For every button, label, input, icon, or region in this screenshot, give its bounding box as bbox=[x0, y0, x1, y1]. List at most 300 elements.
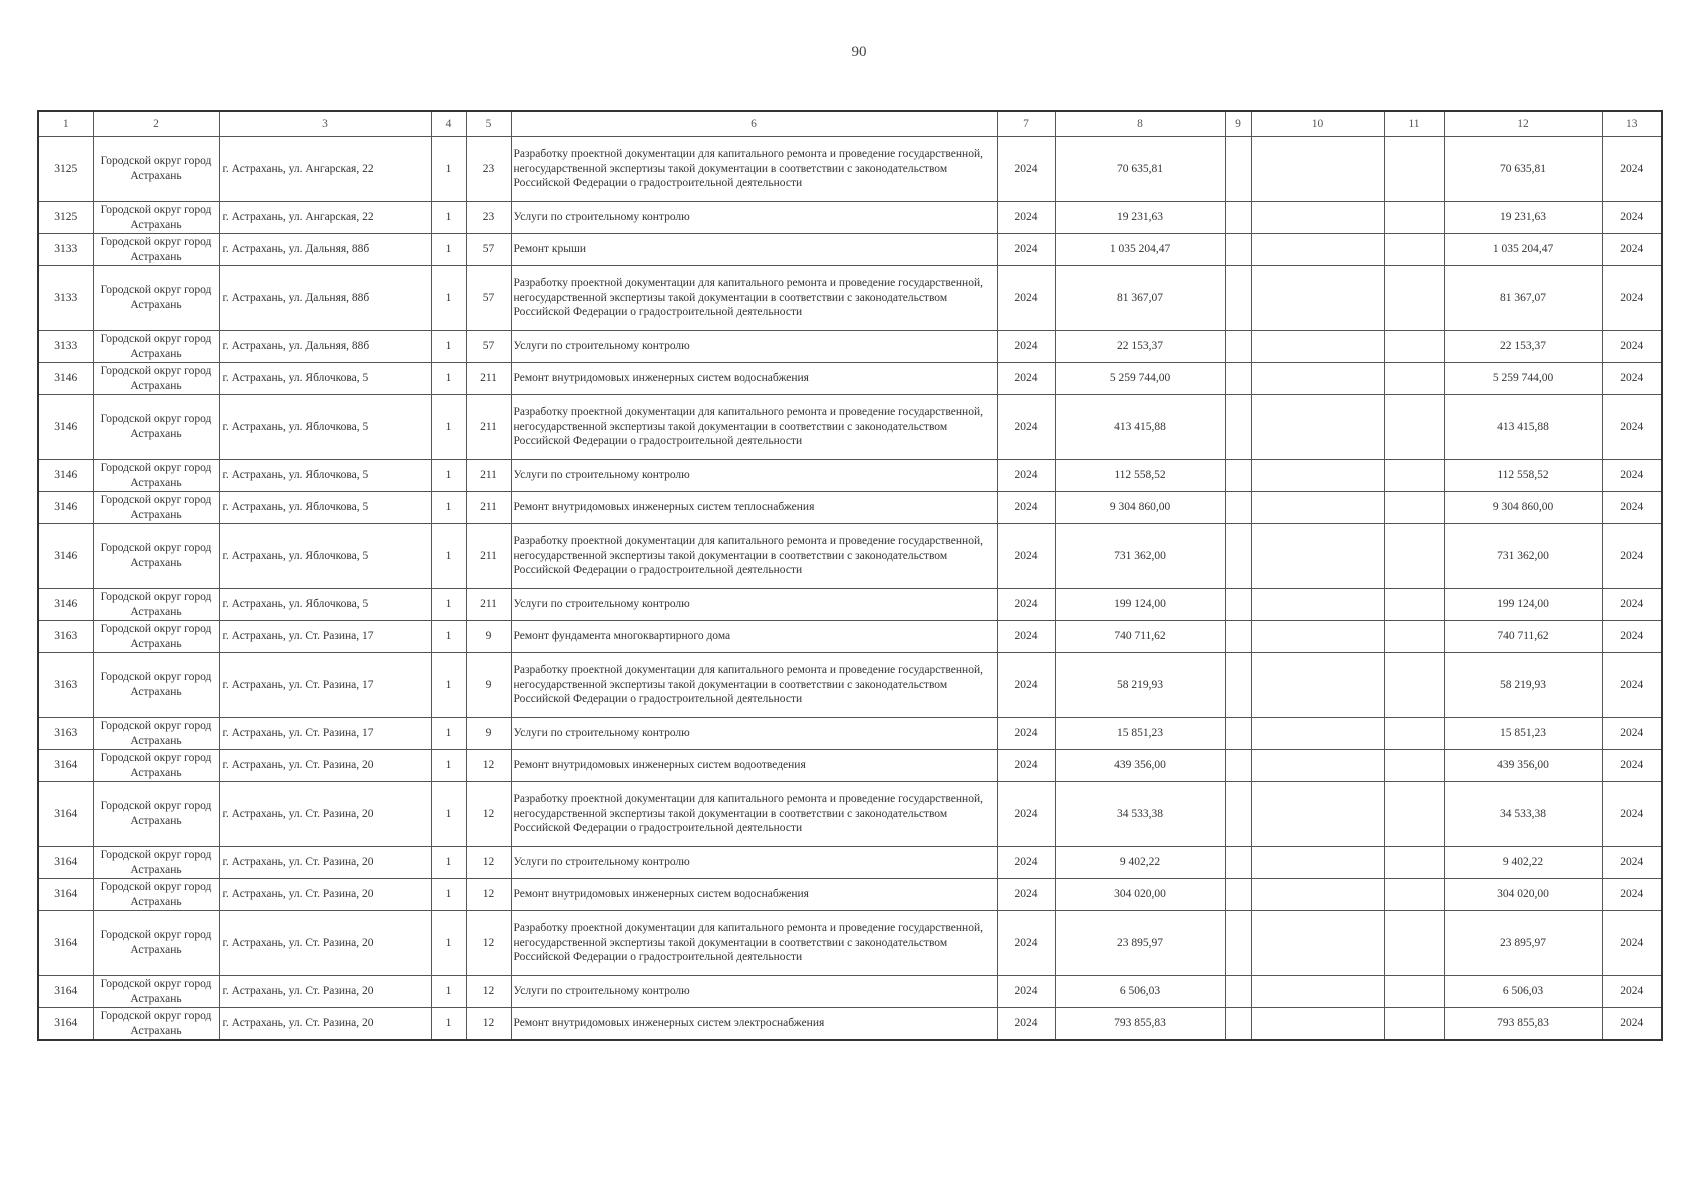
year-cell: 2024 bbox=[997, 266, 1055, 331]
table-row bbox=[38, 621, 1662, 653]
col-9-cell bbox=[1225, 589, 1251, 621]
municipality-cell: Городской округ город Астрахань bbox=[93, 976, 219, 1008]
col-5-cell: 211 bbox=[466, 589, 511, 621]
col-11-cell bbox=[1384, 976, 1444, 1008]
municipality-cell: Городской округ город Астрахань bbox=[93, 363, 219, 395]
end-year-cell: 2024 bbox=[1602, 653, 1662, 718]
work-type-cell: Ремонт внутридомовых инженерных систем водоотведения bbox=[511, 750, 997, 782]
col-10-cell bbox=[1251, 395, 1384, 460]
end-year-cell: 2024 bbox=[1602, 363, 1662, 395]
col-11-cell bbox=[1384, 460, 1444, 492]
end-year-cell: 2024 bbox=[1602, 847, 1662, 879]
municipality-cell: Городской округ город Астрахань bbox=[93, 524, 219, 589]
address-cell: г. Астрахань, ул. Ст. Разина, 20 bbox=[219, 750, 431, 782]
address-cell: г. Астрахань, ул. Ст. Разина, 20 bbox=[219, 976, 431, 1008]
work-type-cell: Ремонт внутридомовых инженерных систем электроснабжения bbox=[511, 1008, 997, 1041]
col-5-cell: 9 bbox=[466, 653, 511, 718]
amount-cell: 731 362,00 bbox=[1055, 524, 1225, 589]
house-id-cell: 3164 bbox=[38, 1008, 93, 1041]
work-type-cell: Разработку проектной документации для капитального ремонта и проведение государственной, негосударственной экспертизы такой документации в соответствии с законодательством Российской Федерации о градостроительной деятельности bbox=[511, 911, 997, 976]
table-row bbox=[38, 847, 1662, 879]
col-9-cell bbox=[1225, 234, 1251, 266]
header-cell: 10 bbox=[1251, 111, 1384, 137]
municipality-cell: Городской округ город Астрахань bbox=[93, 202, 219, 234]
house-id-cell: 3146 bbox=[38, 589, 93, 621]
col-11-cell bbox=[1384, 202, 1444, 234]
amount-cell: 199 124,00 bbox=[1055, 589, 1225, 621]
col-4-cell: 1 bbox=[431, 234, 466, 266]
year-cell: 2024 bbox=[997, 492, 1055, 524]
municipality-cell: Городской округ город Астрахань bbox=[93, 460, 219, 492]
total-cell: 304 020,00 bbox=[1444, 879, 1602, 911]
col-11-cell bbox=[1384, 1008, 1444, 1041]
end-year-cell: 2024 bbox=[1602, 202, 1662, 234]
end-year-cell: 2024 bbox=[1602, 492, 1662, 524]
col-9-cell bbox=[1225, 1008, 1251, 1041]
col-9-cell bbox=[1225, 718, 1251, 750]
total-cell: 731 362,00 bbox=[1444, 524, 1602, 589]
table-row bbox=[38, 331, 1662, 363]
col-9-cell bbox=[1225, 266, 1251, 331]
col-10-cell bbox=[1251, 750, 1384, 782]
header-cell: 6 bbox=[511, 111, 997, 137]
total-cell: 34 533,38 bbox=[1444, 782, 1602, 847]
header-cell: 7 bbox=[997, 111, 1055, 137]
table-row bbox=[38, 782, 1662, 847]
municipality-cell: Городской округ город Астрахань bbox=[93, 395, 219, 460]
work-type-cell: Разработку проектной документации для капитального ремонта и проведение государственной, негосударственной экспертизы такой документации в соответствии с законодательством Российской Федерации о градостроительной деятельности bbox=[511, 137, 997, 202]
col-10-cell bbox=[1251, 137, 1384, 202]
table-row bbox=[38, 911, 1662, 976]
col-4-cell: 1 bbox=[431, 137, 466, 202]
house-id-cell: 3164 bbox=[38, 847, 93, 879]
col-11-cell bbox=[1384, 718, 1444, 750]
col-11-cell bbox=[1384, 847, 1444, 879]
col-4-cell: 1 bbox=[431, 750, 466, 782]
work-type-cell: Разработку проектной документации для капитального ремонта и проведение государственной, негосударственной экспертизы такой документации в соответствии с законодательством Российской Федерации о градостроительной деятельности bbox=[511, 782, 997, 847]
house-id-cell: 3146 bbox=[38, 524, 93, 589]
address-cell: г. Астрахань, ул. Ст. Разина, 20 bbox=[219, 782, 431, 847]
amount-cell: 413 415,88 bbox=[1055, 395, 1225, 460]
col-10-cell bbox=[1251, 234, 1384, 266]
col-9-cell bbox=[1225, 363, 1251, 395]
house-id-cell: 3163 bbox=[38, 653, 93, 718]
end-year-cell: 2024 bbox=[1602, 589, 1662, 621]
col-10-cell bbox=[1251, 363, 1384, 395]
col-5-cell: 211 bbox=[466, 395, 511, 460]
address-cell: г. Астрахань, ул. Дальняя, 88б bbox=[219, 234, 431, 266]
year-cell: 2024 bbox=[997, 363, 1055, 395]
table-row bbox=[38, 395, 1662, 460]
col-10-cell bbox=[1251, 653, 1384, 718]
header-cell: 4 bbox=[431, 111, 466, 137]
house-id-cell: 3125 bbox=[38, 202, 93, 234]
col-4-cell: 1 bbox=[431, 911, 466, 976]
col-4-cell: 1 bbox=[431, 524, 466, 589]
col-5-cell: 12 bbox=[466, 879, 511, 911]
col-9-cell bbox=[1225, 621, 1251, 653]
end-year-cell: 2024 bbox=[1602, 621, 1662, 653]
work-type-cell: Ремонт внутридомовых инженерных систем теплоснабжения bbox=[511, 492, 997, 524]
col-10-cell bbox=[1251, 202, 1384, 234]
col-9-cell bbox=[1225, 137, 1251, 202]
municipality-cell: Городской округ город Астрахань bbox=[93, 266, 219, 331]
col-11-cell bbox=[1384, 234, 1444, 266]
col-10-cell bbox=[1251, 718, 1384, 750]
col-4-cell: 1 bbox=[431, 621, 466, 653]
year-cell: 2024 bbox=[997, 589, 1055, 621]
amount-cell: 6 506,03 bbox=[1055, 976, 1225, 1008]
amount-cell: 15 851,23 bbox=[1055, 718, 1225, 750]
col-4-cell: 1 bbox=[431, 266, 466, 331]
address-cell: г. Астрахань, ул. Ст. Разина, 20 bbox=[219, 911, 431, 976]
work-type-cell: Услуги по строительному контролю bbox=[511, 589, 997, 621]
municipality-cell: Городской округ город Астрахань bbox=[93, 847, 219, 879]
col-4-cell: 1 bbox=[431, 331, 466, 363]
year-cell: 2024 bbox=[997, 524, 1055, 589]
table-row bbox=[38, 879, 1662, 911]
col-11-cell bbox=[1384, 266, 1444, 331]
amount-cell: 19 231,63 bbox=[1055, 202, 1225, 234]
col-4-cell: 1 bbox=[431, 460, 466, 492]
amount-cell: 81 367,07 bbox=[1055, 266, 1225, 331]
col-9-cell bbox=[1225, 911, 1251, 976]
header-cell: 8 bbox=[1055, 111, 1225, 137]
amount-cell: 112 558,52 bbox=[1055, 460, 1225, 492]
col-9-cell bbox=[1225, 395, 1251, 460]
col-11-cell bbox=[1384, 750, 1444, 782]
col-4-cell: 1 bbox=[431, 589, 466, 621]
work-type-cell: Разработку проектной документации для капитального ремонта и проведение государственной, негосударственной экспертизы такой документации в соответствии с законодательством Российской Федерации о градостроительной деятельности bbox=[511, 266, 997, 331]
end-year-cell: 2024 bbox=[1602, 976, 1662, 1008]
col-11-cell bbox=[1384, 363, 1444, 395]
col-5-cell: 57 bbox=[466, 331, 511, 363]
work-type-cell: Услуги по строительному контролю bbox=[511, 718, 997, 750]
col-4-cell: 1 bbox=[431, 395, 466, 460]
municipality-cell: Городской округ город Астрахань bbox=[93, 589, 219, 621]
year-cell: 2024 bbox=[997, 879, 1055, 911]
column-number-header-row bbox=[38, 111, 1662, 137]
col-9-cell bbox=[1225, 976, 1251, 1008]
col-4-cell: 1 bbox=[431, 847, 466, 879]
col-10-cell bbox=[1251, 976, 1384, 1008]
amount-cell: 439 356,00 bbox=[1055, 750, 1225, 782]
col-5-cell: 12 bbox=[466, 847, 511, 879]
col-9-cell bbox=[1225, 750, 1251, 782]
total-cell: 9 402,22 bbox=[1444, 847, 1602, 879]
end-year-cell: 2024 bbox=[1602, 911, 1662, 976]
table-row bbox=[38, 1008, 1662, 1041]
address-cell: г. Астрахань, ул. Яблочкова, 5 bbox=[219, 589, 431, 621]
house-id-cell: 3163 bbox=[38, 621, 93, 653]
col-4-cell: 1 bbox=[431, 1008, 466, 1041]
end-year-cell: 2024 bbox=[1602, 395, 1662, 460]
col-10-cell bbox=[1251, 911, 1384, 976]
address-cell: г. Астрахань, ул. Яблочкова, 5 bbox=[219, 363, 431, 395]
municipality-cell: Городской округ город Астрахань bbox=[93, 492, 219, 524]
house-id-cell: 3164 bbox=[38, 911, 93, 976]
address-cell: г. Астрахань, ул. Дальняя, 88б bbox=[219, 331, 431, 363]
year-cell: 2024 bbox=[997, 202, 1055, 234]
work-type-cell: Разработку проектной документации для капитального ремонта и проведение государственной, негосударственной экспертизы такой документации в соответствии с законодательством Российской Федерации о градостроительной деятельности bbox=[511, 524, 997, 589]
col-11-cell bbox=[1384, 331, 1444, 363]
total-cell: 740 711,62 bbox=[1444, 621, 1602, 653]
col-9-cell bbox=[1225, 879, 1251, 911]
col-5-cell: 211 bbox=[466, 492, 511, 524]
col-10-cell bbox=[1251, 331, 1384, 363]
address-cell: г. Астрахань, ул. Ст. Разина, 17 bbox=[219, 653, 431, 718]
municipality-cell: Городской округ город Астрахань bbox=[93, 718, 219, 750]
amount-cell: 9 402,22 bbox=[1055, 847, 1225, 879]
year-cell: 2024 bbox=[997, 137, 1055, 202]
header-cell: 9 bbox=[1225, 111, 1251, 137]
municipality-cell: Городской округ город Астрахань bbox=[93, 653, 219, 718]
col-11-cell bbox=[1384, 911, 1444, 976]
year-cell: 2024 bbox=[997, 621, 1055, 653]
amount-cell: 304 020,00 bbox=[1055, 879, 1225, 911]
year-cell: 2024 bbox=[997, 653, 1055, 718]
header-cell: 5 bbox=[466, 111, 511, 137]
house-id-cell: 3146 bbox=[38, 492, 93, 524]
amount-cell: 740 711,62 bbox=[1055, 621, 1225, 653]
col-5-cell: 211 bbox=[466, 460, 511, 492]
municipality-cell: Городской округ город Астрахань bbox=[93, 879, 219, 911]
house-id-cell: 3164 bbox=[38, 782, 93, 847]
end-year-cell: 2024 bbox=[1602, 137, 1662, 202]
col-5-cell: 12 bbox=[466, 976, 511, 1008]
work-type-cell: Услуги по строительному контролю bbox=[511, 331, 997, 363]
year-cell: 2024 bbox=[997, 460, 1055, 492]
col-10-cell bbox=[1251, 621, 1384, 653]
col-11-cell bbox=[1384, 653, 1444, 718]
work-type-cell: Разработку проектной документации для капитального ремонта и проведение государственной, негосударственной экспертизы такой документации в соответствии с законодательством Российской Федерации о градостроительной деятельности bbox=[511, 653, 997, 718]
address-cell: г. Астрахань, ул. Ст. Разина, 20 bbox=[219, 1008, 431, 1041]
total-cell: 19 231,63 bbox=[1444, 202, 1602, 234]
municipality-cell: Городской округ город Астрахань bbox=[93, 1008, 219, 1041]
col-10-cell bbox=[1251, 460, 1384, 492]
address-cell: г. Астрахань, ул. Ст. Разина, 17 bbox=[219, 718, 431, 750]
house-id-cell: 3146 bbox=[38, 363, 93, 395]
year-cell: 2024 bbox=[997, 331, 1055, 363]
col-9-cell bbox=[1225, 460, 1251, 492]
year-cell: 2024 bbox=[997, 847, 1055, 879]
col-4-cell: 1 bbox=[431, 976, 466, 1008]
municipality-cell: Городской округ город Астрахань bbox=[93, 782, 219, 847]
end-year-cell: 2024 bbox=[1602, 782, 1662, 847]
col-11-cell bbox=[1384, 589, 1444, 621]
table-row bbox=[38, 653, 1662, 718]
total-cell: 199 124,00 bbox=[1444, 589, 1602, 621]
end-year-cell: 2024 bbox=[1602, 879, 1662, 911]
municipality-cell: Городской округ город Астрахань bbox=[93, 331, 219, 363]
col-4-cell: 1 bbox=[431, 363, 466, 395]
col-11-cell bbox=[1384, 879, 1444, 911]
total-cell: 793 855,83 bbox=[1444, 1008, 1602, 1041]
col-5-cell: 57 bbox=[466, 266, 511, 331]
col-10-cell bbox=[1251, 782, 1384, 847]
address-cell: г. Астрахань, ул. Ангарская, 22 bbox=[219, 137, 431, 202]
col-10-cell bbox=[1251, 589, 1384, 621]
col-5-cell: 12 bbox=[466, 1008, 511, 1041]
total-cell: 112 558,52 bbox=[1444, 460, 1602, 492]
total-cell: 439 356,00 bbox=[1444, 750, 1602, 782]
table-row bbox=[38, 363, 1662, 395]
house-id-cell: 3133 bbox=[38, 266, 93, 331]
work-type-cell: Услуги по строительному контролю bbox=[511, 202, 997, 234]
house-id-cell: 3164 bbox=[38, 750, 93, 782]
end-year-cell: 2024 bbox=[1602, 1008, 1662, 1041]
col-4-cell: 1 bbox=[431, 492, 466, 524]
municipality-cell: Городской округ город Астрахань bbox=[93, 234, 219, 266]
col-5-cell: 23 bbox=[466, 202, 511, 234]
header-cell: 3 bbox=[219, 111, 431, 137]
address-cell: г. Астрахань, ул. Ст. Разина, 20 bbox=[219, 847, 431, 879]
col-5-cell: 12 bbox=[466, 750, 511, 782]
house-id-cell: 3163 bbox=[38, 718, 93, 750]
end-year-cell: 2024 bbox=[1602, 750, 1662, 782]
municipality-cell: Городской округ город Астрахань bbox=[93, 750, 219, 782]
year-cell: 2024 bbox=[997, 911, 1055, 976]
work-type-cell: Ремонт внутридомовых инженерных систем водоснабжения bbox=[511, 363, 997, 395]
col-10-cell bbox=[1251, 492, 1384, 524]
amount-cell: 23 895,97 bbox=[1055, 911, 1225, 976]
col-9-cell bbox=[1225, 524, 1251, 589]
house-id-cell: 3164 bbox=[38, 879, 93, 911]
col-4-cell: 1 bbox=[431, 718, 466, 750]
work-type-cell: Услуги по строительному контролю bbox=[511, 460, 997, 492]
header-cell: 12 bbox=[1444, 111, 1602, 137]
col-10-cell bbox=[1251, 847, 1384, 879]
address-cell: г. Астрахань, ул. Ст. Разина, 20 bbox=[219, 879, 431, 911]
municipality-cell: Городской округ город Астрахань bbox=[93, 911, 219, 976]
table-row bbox=[38, 202, 1662, 234]
col-10-cell bbox=[1251, 879, 1384, 911]
table-row bbox=[38, 524, 1662, 589]
col-9-cell bbox=[1225, 847, 1251, 879]
amount-cell: 70 635,81 bbox=[1055, 137, 1225, 202]
house-id-cell: 3164 bbox=[38, 976, 93, 1008]
col-11-cell bbox=[1384, 492, 1444, 524]
house-id-cell: 3125 bbox=[38, 137, 93, 202]
year-cell: 2024 bbox=[997, 718, 1055, 750]
header-cell: 11 bbox=[1384, 111, 1444, 137]
col-11-cell bbox=[1384, 782, 1444, 847]
year-cell: 2024 bbox=[997, 976, 1055, 1008]
col-9-cell bbox=[1225, 782, 1251, 847]
total-cell: 5 259 744,00 bbox=[1444, 363, 1602, 395]
work-type-cell: Услуги по строительному контролю bbox=[511, 847, 997, 879]
end-year-cell: 2024 bbox=[1602, 234, 1662, 266]
col-4-cell: 1 bbox=[431, 202, 466, 234]
year-cell: 2024 bbox=[997, 395, 1055, 460]
header-cell: 13 bbox=[1602, 111, 1662, 137]
municipality-cell: Городской округ город Астрахань bbox=[93, 137, 219, 202]
col-5-cell: 57 bbox=[466, 234, 511, 266]
total-cell: 9 304 860,00 bbox=[1444, 492, 1602, 524]
address-cell: г. Астрахань, ул. Яблочкова, 5 bbox=[219, 492, 431, 524]
col-11-cell bbox=[1384, 524, 1444, 589]
amount-cell: 34 533,38 bbox=[1055, 782, 1225, 847]
work-type-cell: Услуги по строительному контролю bbox=[511, 976, 997, 1008]
col-10-cell bbox=[1251, 524, 1384, 589]
address-cell: г. Астрахань, ул. Яблочкова, 5 bbox=[219, 460, 431, 492]
amount-cell: 22 153,37 bbox=[1055, 331, 1225, 363]
total-cell: 23 895,97 bbox=[1444, 911, 1602, 976]
total-cell: 15 851,23 bbox=[1444, 718, 1602, 750]
col-10-cell bbox=[1251, 266, 1384, 331]
table-row bbox=[38, 266, 1662, 331]
table-row bbox=[38, 718, 1662, 750]
address-cell: г. Астрахань, ул. Яблочкова, 5 bbox=[219, 524, 431, 589]
col-11-cell bbox=[1384, 621, 1444, 653]
header-cell: 1 bbox=[38, 111, 93, 137]
col-5-cell: 211 bbox=[466, 524, 511, 589]
total-cell: 1 035 204,47 bbox=[1444, 234, 1602, 266]
col-5-cell: 12 bbox=[466, 911, 511, 976]
table-row bbox=[38, 492, 1662, 524]
col-10-cell bbox=[1251, 1008, 1384, 1041]
table-row bbox=[38, 234, 1662, 266]
total-cell: 413 415,88 bbox=[1444, 395, 1602, 460]
col-5-cell: 12 bbox=[466, 782, 511, 847]
col-9-cell bbox=[1225, 202, 1251, 234]
total-cell: 81 367,07 bbox=[1444, 266, 1602, 331]
municipality-cell: Городской округ город Астрахань bbox=[93, 621, 219, 653]
end-year-cell: 2024 bbox=[1602, 266, 1662, 331]
total-cell: 58 219,93 bbox=[1444, 653, 1602, 718]
col-5-cell: 9 bbox=[466, 718, 511, 750]
table-body bbox=[38, 137, 1662, 1041]
year-cell: 2024 bbox=[997, 750, 1055, 782]
total-cell: 70 635,81 bbox=[1444, 137, 1602, 202]
col-4-cell: 1 bbox=[431, 782, 466, 847]
address-cell: г. Астрахань, ул. Ангарская, 22 bbox=[219, 202, 431, 234]
amount-cell: 58 219,93 bbox=[1055, 653, 1225, 718]
total-cell: 6 506,03 bbox=[1444, 976, 1602, 1008]
amount-cell: 5 259 744,00 bbox=[1055, 363, 1225, 395]
work-type-cell: Ремонт фундамента многоквартирного дома bbox=[511, 621, 997, 653]
end-year-cell: 2024 bbox=[1602, 460, 1662, 492]
work-type-cell: Ремонт крыши bbox=[511, 234, 997, 266]
end-year-cell: 2024 bbox=[1602, 331, 1662, 363]
col-11-cell bbox=[1384, 137, 1444, 202]
amount-cell: 9 304 860,00 bbox=[1055, 492, 1225, 524]
col-5-cell: 9 bbox=[466, 621, 511, 653]
house-id-cell: 3133 bbox=[38, 234, 93, 266]
col-9-cell bbox=[1225, 492, 1251, 524]
house-id-cell: 3146 bbox=[38, 395, 93, 460]
col-11-cell bbox=[1384, 395, 1444, 460]
repair-plan-table bbox=[37, 110, 1663, 1041]
table-row bbox=[38, 589, 1662, 621]
table-row bbox=[38, 460, 1662, 492]
col-5-cell: 23 bbox=[466, 137, 511, 202]
col-9-cell bbox=[1225, 653, 1251, 718]
year-cell: 2024 bbox=[997, 1008, 1055, 1041]
table-row bbox=[38, 976, 1662, 1008]
work-type-cell: Ремонт внутридомовых инженерных систем водоснабжения bbox=[511, 879, 997, 911]
col-5-cell: 211 bbox=[466, 363, 511, 395]
page-number: 90 bbox=[851, 44, 867, 60]
end-year-cell: 2024 bbox=[1602, 718, 1662, 750]
table-row bbox=[38, 750, 1662, 782]
address-cell: г. Астрахань, ул. Дальняя, 88б bbox=[219, 266, 431, 331]
address-cell: г. Астрахань, ул. Яблочкова, 5 bbox=[219, 395, 431, 460]
year-cell: 2024 bbox=[997, 234, 1055, 266]
end-year-cell: 2024 bbox=[1602, 524, 1662, 589]
header-cell: 2 bbox=[93, 111, 219, 137]
address-cell: г. Астрахань, ул. Ст. Разина, 17 bbox=[219, 621, 431, 653]
